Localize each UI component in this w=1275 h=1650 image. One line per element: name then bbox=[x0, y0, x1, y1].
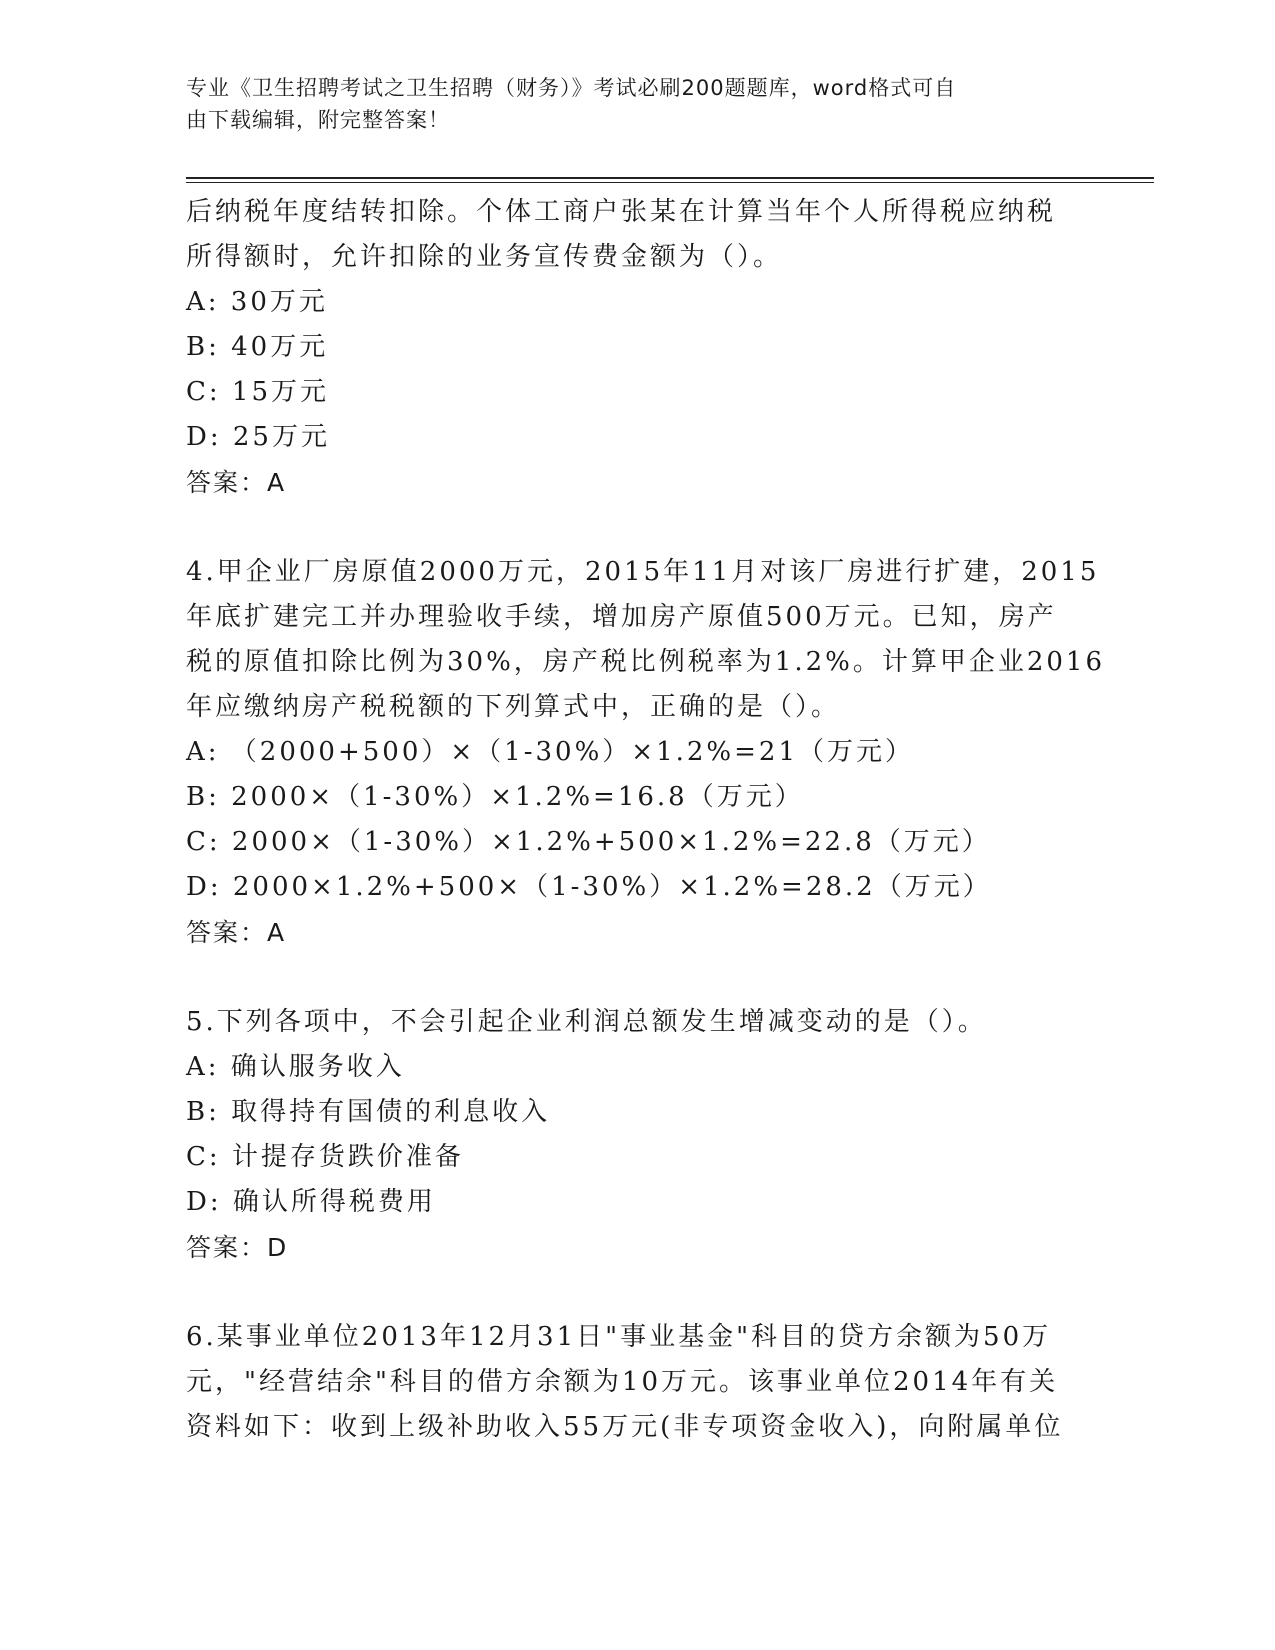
question-stem-line: 所得额时，允许扣除的业务宣传费金额为（）。 bbox=[186, 242, 783, 272]
option-a: A: 确认服务收入 bbox=[186, 1052, 405, 1082]
option-d: D: 确认所得税费用 bbox=[186, 1187, 436, 1217]
header-line-1: 专业《卫生招聘考试之卫生招聘（财务）》考试必刷200题题库，word格式可自 bbox=[186, 76, 957, 100]
question-4 bbox=[186, 550, 1106, 955]
question-stem-line: 元，"经营结余"科目的借方余额为10万元。该事业单位2014年有关 bbox=[186, 1367, 1059, 1397]
header-line-2: 由下载编辑，附完整答案！ bbox=[186, 108, 450, 132]
document-header bbox=[186, 72, 1066, 136]
option-a: A: （2000+500）×（1-30%）×1.2%=21（万元） bbox=[186, 737, 914, 767]
header-divider-thick bbox=[186, 177, 1154, 179]
answer-label: 答案：A bbox=[186, 918, 287, 947]
option-b: B: 2000×（1-30%）×1.2%=16.8（万元） bbox=[186, 782, 804, 812]
option-d: D: 2000×1.2%+500×（1-30%）×1.2%=28.2（万元） bbox=[186, 872, 992, 902]
option-d: D: 25万元 bbox=[186, 422, 330, 452]
question-stem-line: 5.下列各项中，不会引起企业利润总额发生增减变动的是（）。 bbox=[186, 1007, 987, 1037]
option-b: B: 40万元 bbox=[186, 332, 329, 362]
question-stem-line: 6.某事业单位2013年12月31日"事业基金"科目的贷方余额为50万 bbox=[186, 1322, 1052, 1352]
answer-label: 答案：D bbox=[186, 1233, 289, 1262]
answer-label: 答案：A bbox=[186, 468, 287, 497]
option-b: B: 取得持有国债的利息收入 bbox=[186, 1097, 551, 1127]
option-c: C: 计提存货跌价准备 bbox=[186, 1142, 464, 1172]
option-c: C: 15万元 bbox=[186, 377, 330, 407]
question-5 bbox=[186, 1000, 1086, 1270]
question-stem-line: 4.甲企业厂房原值2000万元，2015年11月对该厂房进行扩建，2015 bbox=[186, 557, 1100, 587]
question-stem-line: 税的原值扣除比例为30%，房产税比例税率为1.2%。计算甲企业2016 bbox=[186, 647, 1106, 677]
question-stem-line: 年底扩建完工并办理验收手续，增加房产原值500万元。已知，房产 bbox=[186, 602, 1057, 632]
header-divider-thin bbox=[186, 182, 1154, 183]
question-6 bbox=[186, 1315, 1086, 1450]
option-a: A: 30万元 bbox=[186, 287, 328, 317]
spacer bbox=[186, 1270, 1086, 1315]
option-c: C: 2000×（1-30%）×1.2%+500×1.2%=22.8（万元） bbox=[186, 827, 991, 857]
document-body bbox=[186, 190, 1106, 1450]
question-stem-line: 后纳税年度结转扣除。个体工商户张某在计算当年个人所得税应纳税 bbox=[186, 197, 1057, 227]
question-3 bbox=[186, 190, 1086, 505]
question-stem-line: 年应缴纳房产税税额的下列算式中，正确的是（）。 bbox=[186, 692, 841, 722]
spacer bbox=[186, 955, 1086, 1000]
question-stem-line: 资料如下：收到上级补助收入55万元(非专项资金收入)，向附属单位 bbox=[186, 1412, 1064, 1442]
spacer bbox=[186, 505, 1086, 550]
